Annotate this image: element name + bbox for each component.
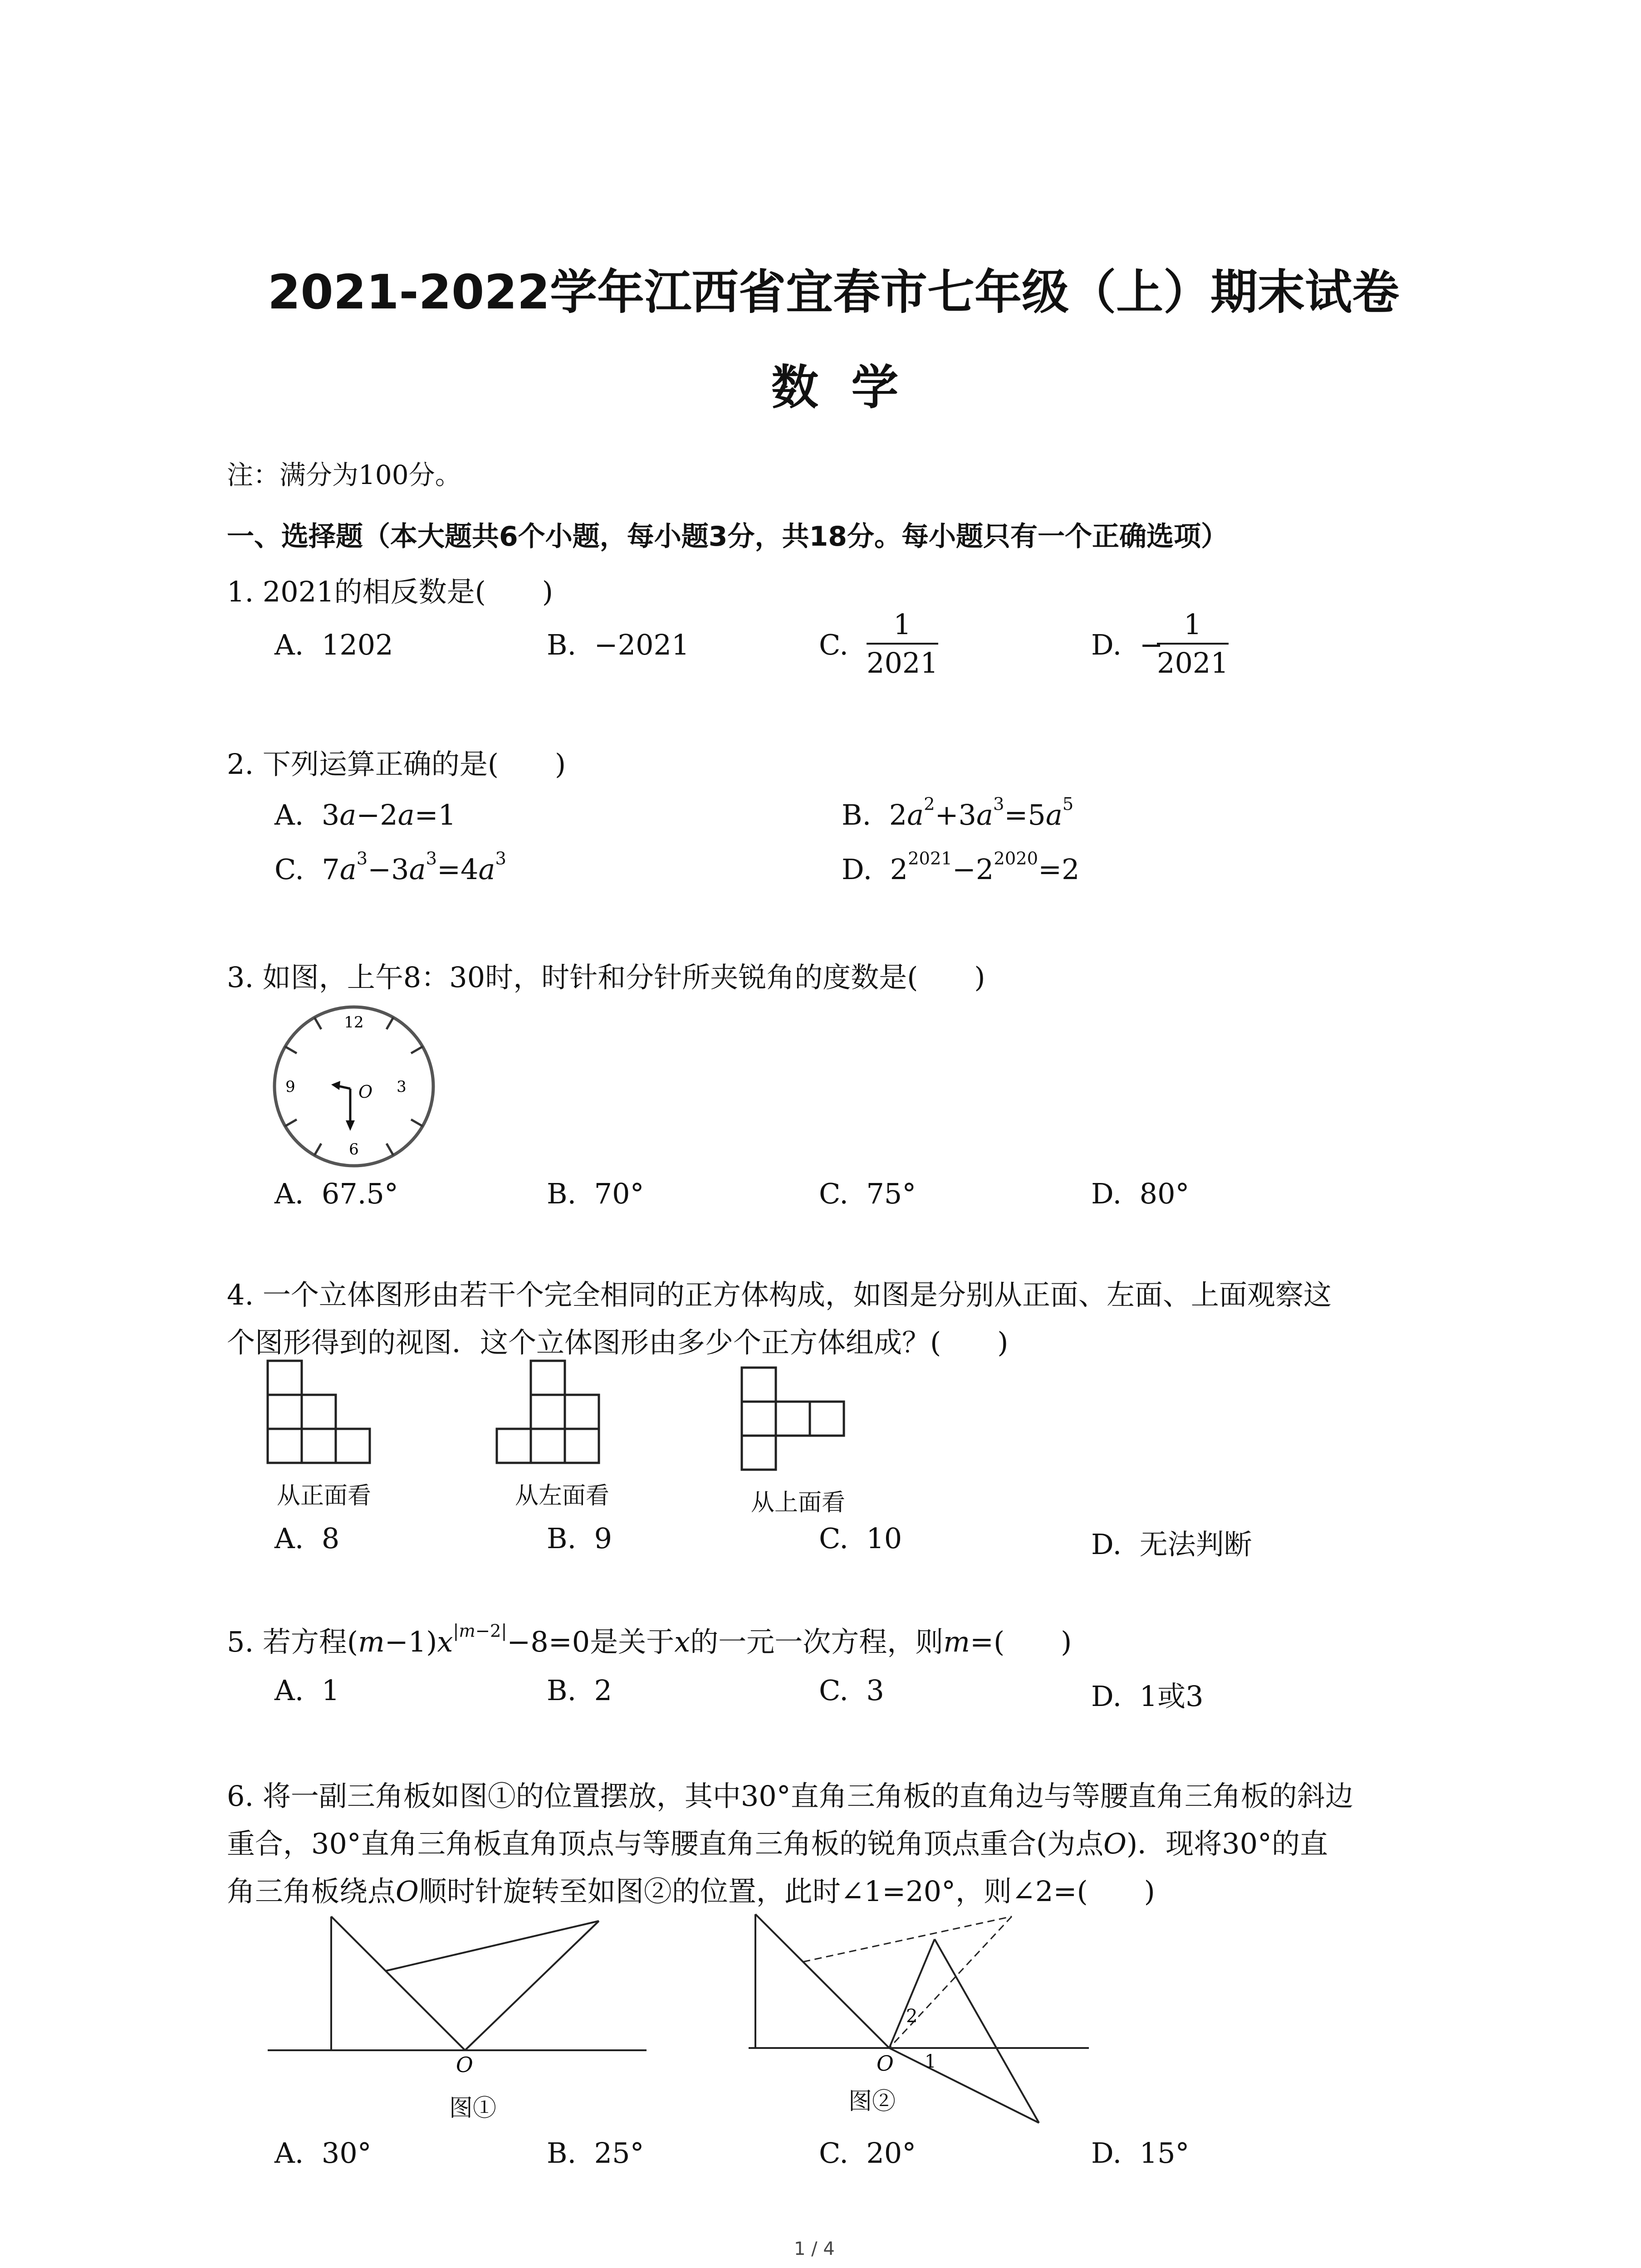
q1-option-b: B. −2021 (547, 628, 690, 661)
q3-option-c: C. 75° (819, 1177, 916, 1210)
front-view-caption: 从正面看 (277, 1482, 372, 1510)
q2-option-a: A. 3a−2a=1 (274, 798, 456, 831)
option-label: D. (842, 853, 872, 886)
angle-1-label: 1 (925, 2051, 936, 2072)
fraction-numerator: 1 (867, 608, 938, 645)
rotated-triangle-side (889, 1939, 935, 2048)
q3-option-a: A. 67.5° (274, 1177, 398, 1210)
point-o-label: O (877, 2051, 894, 2076)
figure-2-caption: 图② (848, 2088, 896, 2115)
q3-stem: 3. 如图，上午8：30时，时针和分针所夹锐角的度数是( ) (227, 961, 985, 994)
q5-stem-prefix: 5. 若方程 (227, 1625, 347, 1658)
left-view-caption: 从左面看 (515, 1482, 610, 1510)
clock-center-label: O (358, 1082, 373, 1102)
q6-stem-line2 (227, 1821, 1328, 1862)
q5-option-c: C. 3 (819, 1674, 884, 1707)
original-position-dashed (889, 1916, 1012, 2048)
q6-line2-prefix: 重合，30°直角三角板直角顶点与等腰直角三角板的锐角顶点重合(为点 (227, 1827, 1104, 1860)
q4-option-c: C. 10 (819, 1522, 902, 1555)
clock-numeral-3: 3 (397, 1078, 407, 1096)
q3-option-b: B. 70° (547, 1177, 644, 1210)
q6-point-o: O (396, 1875, 419, 1908)
q2-option-c: C. $7a^3-3a^3=4a^3$ (274, 848, 506, 886)
clock-numeral-6: 6 (349, 1140, 359, 1158)
q6-option-b: B. 25° (547, 2136, 644, 2170)
fraction-denominator: 2021 (1157, 646, 1229, 679)
point-o-label: O (456, 2053, 473, 2077)
triangle-side (386, 1921, 599, 1971)
q5-stem-tail: 的一元一次方程，则 (690, 1625, 944, 1658)
q1-option-d-fraction (1157, 608, 1229, 679)
clock-figure (268, 1005, 440, 1168)
figure-1-caption: 图① (449, 2095, 497, 2122)
q6-option-d: D. 15° (1091, 2136, 1190, 2170)
q4-stem-line1: 4. 一个立体图形由若干个完全相同的正方体构成，如图是分别从正面、左面、上面观察这 (227, 1278, 1332, 1311)
q6-line3-suffix: 顺时针旋转至如图②的位置，此时∠1=20°，则∠2=( ) (418, 1875, 1155, 1908)
q4-option-d: D. 无法判断 (1091, 1528, 1252, 1561)
fraction-denominator: 2021 (867, 646, 938, 679)
rotated-triangle-side (889, 2048, 1039, 2123)
q5-stem-middle: 是关于 (590, 1625, 675, 1658)
q6-option-c: C. 20° (819, 2136, 916, 2170)
q1-option-d-label: D. − (1091, 628, 1163, 661)
left-view-figure (495, 1359, 606, 1470)
page-number: 1 / 4 (794, 2239, 835, 2259)
fraction-numerator: 1 (1157, 608, 1229, 645)
q6-point-o: O (1103, 1827, 1127, 1860)
front-view-figure (265, 1359, 377, 1470)
q2-option-b: B. $2a^2+3a^3=5a^5$ (842, 794, 1074, 831)
q5-variable-x: x (674, 1625, 691, 1658)
page-title: 2021-2022学年江西省宜春市七年级（上）期末试卷 (268, 264, 1400, 320)
q6-line3-prefix: 角三角板绕点 (227, 1875, 396, 1908)
score-note: 注：满分为100分。 (227, 459, 461, 490)
q5-option-b: B. 2 (547, 1674, 612, 1707)
section-heading: 一、选择题（本大题共6个小题，每小题3分，共18分。每小题只有一个正确选项） (227, 521, 1228, 552)
q2-option-d: D. $2^{2021}-2^{2020}=2$ (842, 848, 1080, 886)
angle-2-label: 2 (906, 2006, 918, 2027)
top-view-caption: 从上面看 (751, 1489, 846, 1516)
q5-option-a: A. 1 (274, 1674, 340, 1707)
rotated-triangle-side (935, 1939, 1039, 2123)
ruler-edge-hypotenuse (755, 1914, 889, 2048)
q1-option-c-label: C. (819, 628, 848, 661)
q6-option-a: A. 30° (274, 2136, 372, 2170)
clock-numeral-9: 9 (285, 1078, 295, 1096)
q2-stem: 2. 下列运算正确的是( ) (227, 748, 566, 781)
q6-line2-suffix: )．现将30°的直 (1126, 1827, 1328, 1860)
q4-stem-line2: 个图形得到的视图．这个立体图形由多少个正方体组成？( ) (227, 1326, 1009, 1359)
q4-option-b: B. 9 (547, 1522, 612, 1555)
option-label: C. (274, 853, 304, 886)
q5-stem-end: =( ) (970, 1625, 1072, 1658)
q6-stem-line1: 6. 将一副三角板如图①的位置摆放，其中30°直角三角板的直角边与等腰直角三角板的斜边 (227, 1779, 1353, 1813)
q4-option-a: A. 8 (274, 1522, 340, 1555)
q3-option-d: D. 80° (1091, 1177, 1190, 1210)
minute-hand-arrow (346, 1120, 355, 1131)
figure-1 (265, 1905, 651, 2087)
q5-variable-m: m (943, 1625, 970, 1658)
page-subtitle: 数 学 (771, 360, 899, 415)
triangle-side (465, 1921, 599, 2050)
q5-option-d: D. 1或3 (1091, 1680, 1204, 1713)
option-label: A. (274, 798, 304, 831)
ruler-edge-hypotenuse (331, 1916, 465, 2050)
clock-numeral-12: 12 (344, 1013, 364, 1031)
q1-option-a: A. 1202 (274, 628, 393, 661)
original-position-dashed (803, 1916, 1012, 1962)
option-label: B. (842, 798, 872, 831)
figure-2 (744, 1901, 1098, 2132)
q1-stem: 1. 2021的相反数是( ) (227, 575, 554, 608)
q5-stem: 5. 若方程$(m-1)x^{|m-2|}-8=0$是关于x的一元一次方程，则m=( ) (227, 1621, 1072, 1658)
q1-option-c-fraction (867, 608, 938, 679)
hour-hand-arrow (331, 1081, 340, 1090)
top-view-figure (740, 1365, 851, 1476)
